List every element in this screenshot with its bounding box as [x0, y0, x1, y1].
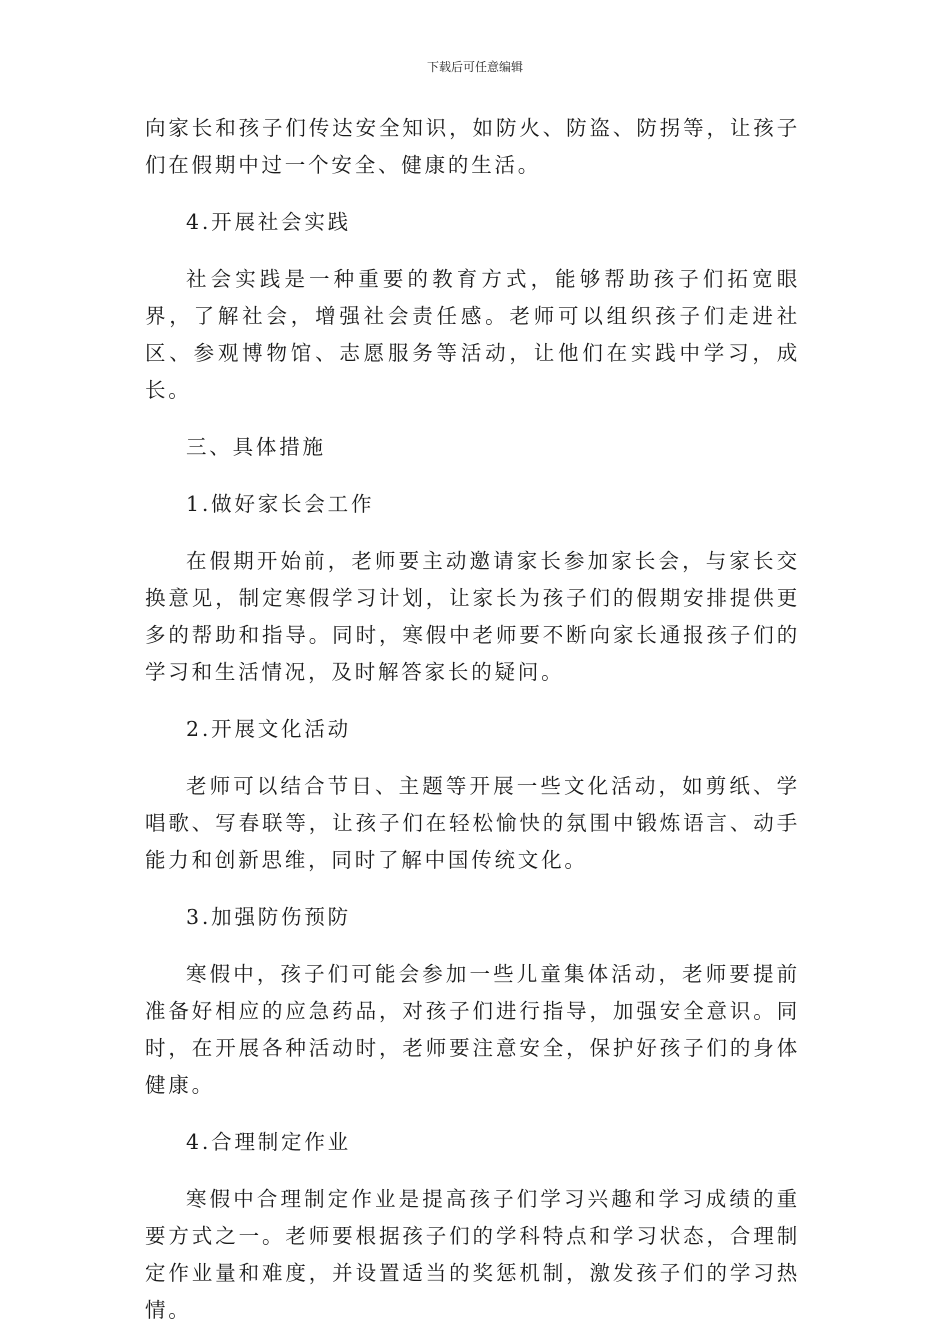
heading-specific-measures: 三、具体措施	[186, 435, 326, 459]
spacer	[145, 184, 800, 204]
heading-social-practice: 4.开展社会实践	[186, 210, 351, 234]
paragraph-cultural-activities: 老师可以结合节日、主题等开展一些文化活动，如剪纸、学唱歌、写春联等，让孩子们在轻松愉快的氛围中锻炼语言、动手能力和创新思维，同时了解中国传统文化。	[145, 774, 800, 872]
spacer	[145, 748, 800, 768]
paragraph-safety-continued: 向家长和孩子们传达安全知识，如防火、防盗、防拐等，让孩子们在假期中过一个安全、健康的生活。	[145, 116, 800, 177]
paragraph-homework: 寒假中合理制定作业是提高孩子们学习兴趣和学习成绩的重要方式之一。老师要根据孩子们的学科特点和学习状态，合理制定作业量和难度，并设置适当的奖惩机制，激发孩子们的学习热情。	[145, 1187, 800, 1322]
heading-homework: 4.合理制定作业	[186, 1130, 351, 1154]
spacer	[145, 466, 800, 486]
spacer	[145, 691, 800, 711]
spacer	[145, 523, 800, 543]
paragraph-injury-prevention: 寒假中，孩子们可能会参加一些儿童集体活动，老师要提前准备好相应的应急药品，对孩子们进行指导，加强安全意识。同时，在开展各种活动时，老师要注意安全，保护好孩子们的身体健康。	[145, 962, 800, 1097]
spacer	[145, 936, 800, 956]
spacer	[145, 1104, 800, 1124]
spacer	[145, 409, 800, 429]
heading-parent-meeting: 1.做好家长会工作	[186, 492, 375, 516]
spacer	[145, 241, 800, 261]
spacer	[145, 1161, 800, 1181]
page-header: 下载后可任意编辑	[426, 60, 523, 74]
heading-injury-prevention: 3.加强防伤预防	[186, 905, 351, 929]
heading-cultural-activities: 2.开展文化活动	[186, 717, 351, 741]
spacer	[145, 879, 800, 899]
paragraph-parent-meeting: 在假期开始前，老师要主动邀请家长参加家长会，与家长交换意见，制定寒假学习计划，让家长为孩子们的假期安排提供更多的帮助和指导。同时，寒假中老师要不断向家长通报孩子们的学习和生活情况，及时解答家长的疑问。	[145, 549, 800, 684]
paragraph-social-practice: 社会实践是一种重要的教育方式，能够帮助孩子们拓宽眼界，了解社会，增强社会责任感。老师可以组织孩子们走进社区、参观博物馆、志愿服务等活动，让他们在实践中学习，成长。	[145, 267, 800, 402]
document-body	[145, 110, 800, 1329]
